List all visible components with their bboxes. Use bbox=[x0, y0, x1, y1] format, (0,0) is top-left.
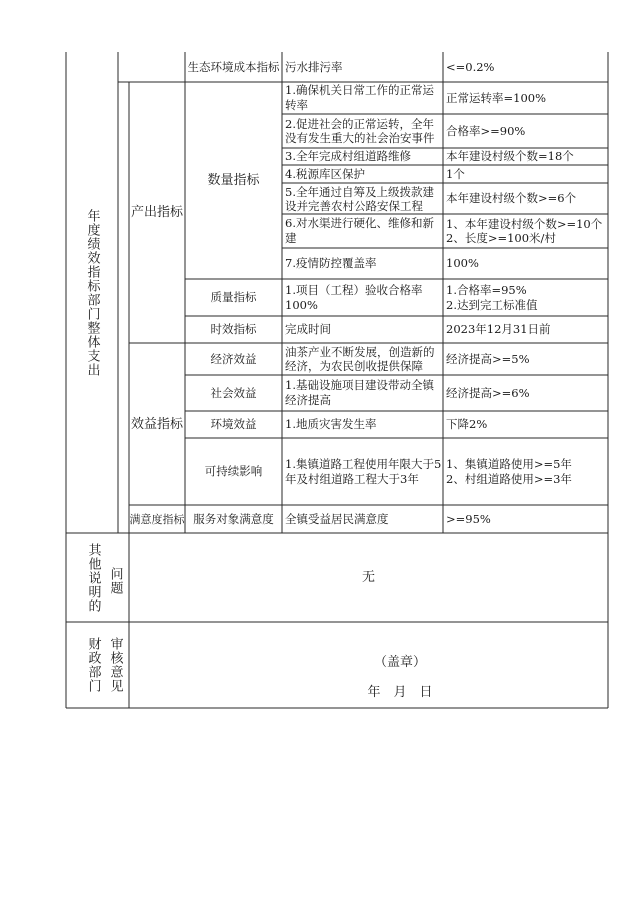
other-label-right: 问题 bbox=[107, 567, 123, 595]
indicator-sustainable: 1.集镇道路工程使用年限大于5年及村组道路工程大于3年 bbox=[285, 456, 442, 486]
subcategory-sustainable: 可持续影响 bbox=[204, 464, 263, 478]
target-quantity-4: 1个 bbox=[446, 166, 465, 181]
indicator-quantity-4: 4.税源库区保护 bbox=[285, 166, 365, 181]
other-label-left: 其他说明的 bbox=[85, 543, 101, 613]
target-quality-line-1: 1.合格率=95% bbox=[446, 283, 527, 297]
indicator-social: 1.基础设施项目建设带动全镇经济提高 bbox=[285, 378, 434, 407]
target-timeliness: 2023年12月31日前 bbox=[446, 322, 551, 336]
subcategory-timeliness: 时效指标 bbox=[210, 322, 257, 336]
section-benefit: 效益指标 bbox=[130, 416, 183, 432]
target-quantity-3: 本年建设村级个数=18个 bbox=[446, 149, 574, 163]
finance-date: 年 月 日 bbox=[367, 684, 433, 700]
subcategory-quality: 质量指标 bbox=[210, 290, 257, 304]
target-quantity-5: 本年建设村级个数>=6个 bbox=[446, 191, 577, 205]
indicator-eco: 污水排污率 bbox=[285, 59, 343, 74]
indicator-quantity-7: 7.疫情防控覆盖率 bbox=[285, 256, 377, 270]
finance-seal: （盖章） bbox=[373, 654, 426, 670]
indicator-economic: 油茶产业不断发展，创造新的经济，为农民创收提供保障 bbox=[285, 345, 435, 373]
section-output: 产出指标 bbox=[130, 205, 183, 220]
target-quantity-7: 100% bbox=[446, 256, 479, 270]
subcategory-social: 社会效益 bbox=[210, 385, 257, 400]
finance-label-left: 财政部门 bbox=[85, 637, 101, 693]
section-satisfaction: 满意度指标 bbox=[129, 512, 185, 526]
target-satisfaction: >=95% bbox=[446, 511, 491, 526]
target-quantity-1: 正常运转率=100% bbox=[446, 90, 547, 105]
target-quality bbox=[446, 282, 606, 314]
other-content: 无 bbox=[361, 570, 375, 585]
target-quantity-6: 1、本年建设村级个数>=10个 2、长度>=100米/村 bbox=[446, 217, 614, 245]
target-sustainable bbox=[446, 440, 606, 503]
subcategory-quantity: 数量指标 bbox=[207, 173, 260, 188]
indicator-timeliness: 完成时间 bbox=[285, 322, 331, 336]
target-environment: 下降2% bbox=[446, 417, 488, 431]
target-sustainable-line-2: 2、村组道路使用>=3年 bbox=[446, 471, 572, 486]
target-quantity-2: 合格率>=90% bbox=[446, 123, 526, 138]
target-sustainable-line-1: 1、集镇道路使用>=5年 bbox=[446, 456, 572, 471]
indicator-environment: 1.地质灾害发生率 bbox=[285, 417, 377, 431]
subcategory-satisfaction: 服务对象满意度 bbox=[193, 511, 274, 526]
indicator-quantity-6: 6.对水渠进行硬化、维修和新建 bbox=[285, 216, 434, 245]
finance-label-right: 审核意见 bbox=[107, 637, 123, 693]
indicator-quantity-2: 2.促进社会的正常运转，全年没有发生重大的社会治安事件 bbox=[285, 117, 435, 145]
indicator-satisfaction: 全镇受益居民满意度 bbox=[285, 511, 389, 526]
subcategory-economic: 经济效益 bbox=[210, 351, 257, 366]
indicator-quantity-5: 5.全年通过自筹及上级拨款建设并完善农村公路安保工程 bbox=[285, 184, 434, 213]
indicator-quality: 1.项目（工程）验收合格率100% bbox=[285, 282, 423, 312]
target-social: 经济提高>=6% bbox=[446, 385, 530, 400]
annual-header: 年度绩效指标部门整体支出 bbox=[84, 208, 100, 377]
subcategory-eco: 生态环境成本指标 bbox=[187, 59, 280, 74]
target-eco: <=0.2% bbox=[446, 59, 495, 74]
indicator-quantity-3: 3.全年完成村组道路维修 bbox=[285, 149, 411, 163]
indicator-quantity-1: 1.确保机关日常工作的正常运转率 bbox=[285, 83, 434, 112]
subcategory-environment: 环境效益 bbox=[210, 417, 257, 431]
target-quality-line-2: 2.达到完工标准值 bbox=[446, 298, 538, 312]
target-economic: 经济提高>=5% bbox=[446, 351, 530, 366]
